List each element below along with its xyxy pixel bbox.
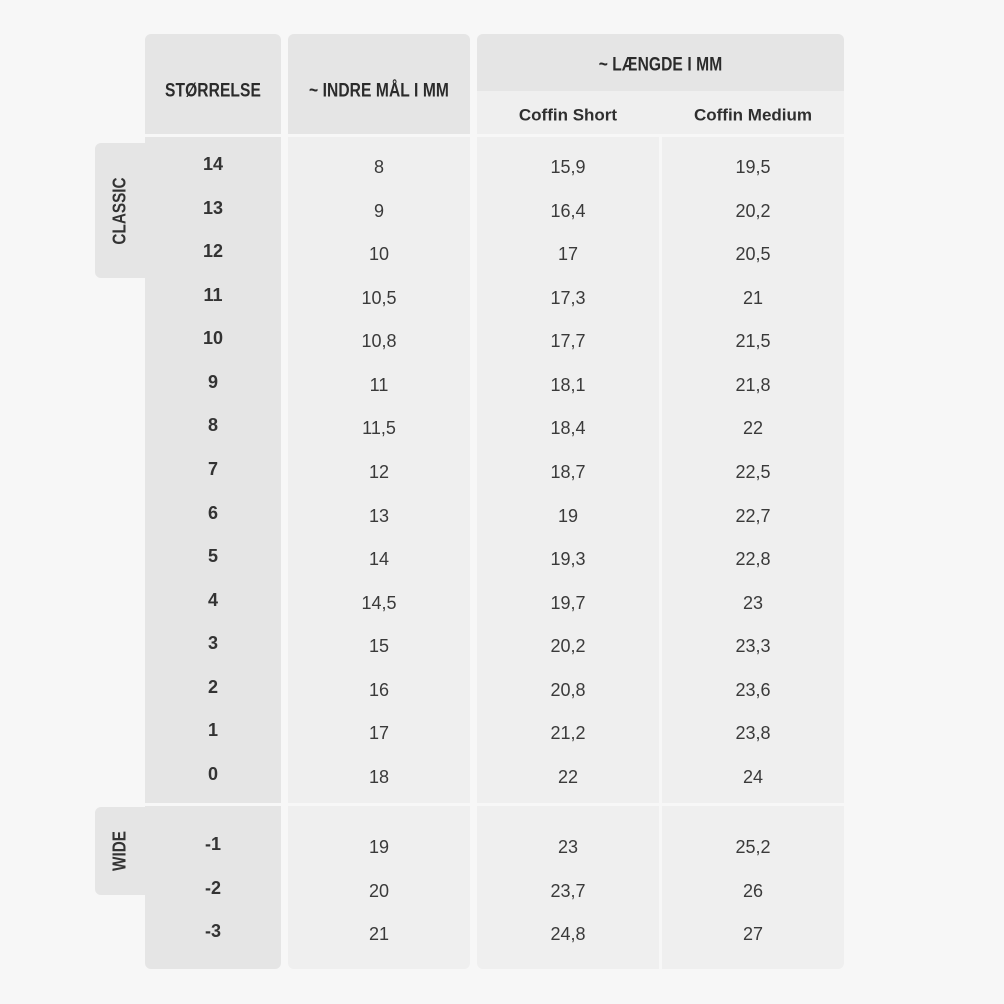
size-cell: 7 <box>207 458 218 479</box>
group-separator <box>145 803 845 806</box>
inner-measure-cell: 19 <box>368 837 390 857</box>
coffin-short-cell: 17,3 <box>550 287 586 308</box>
coffin-medium-cell: 26 <box>742 880 764 901</box>
header-coffin-medium: Coffin Medium <box>693 105 813 125</box>
coffin-medium-cell: 19,5 <box>735 157 771 177</box>
coffin-short-cell: 19,7 <box>550 592 586 613</box>
inner-measure-cell: 11 <box>369 374 389 395</box>
coffin-short-cell: 15,9 <box>550 157 586 177</box>
coffin-medium-cell: 22,5 <box>735 461 771 482</box>
coffin-short-cell: 20,8 <box>550 679 586 700</box>
coffin-short-cell: 18,4 <box>550 418 586 439</box>
inner-measure-cell: 18 <box>368 766 390 787</box>
inner-measure-cell: 15 <box>368 636 390 657</box>
group-tab-classic <box>95 143 145 278</box>
size-cell: 11 <box>203 284 223 305</box>
coffin-short-cell: 19 <box>557 505 579 526</box>
header-separator <box>145 134 845 137</box>
size-cell: 13 <box>202 197 224 218</box>
coffin-medium-cell: 25,2 <box>735 837 771 857</box>
size-cell: 9 <box>207 371 218 392</box>
inner-measure-cell: 16 <box>368 679 390 700</box>
coffin-medium-cell: 20,2 <box>735 200 771 221</box>
coffin-short-cell: 24,8 <box>550 924 586 944</box>
size-cell: -1 <box>204 834 221 854</box>
size-cell: 5 <box>207 546 218 567</box>
coffin-short-cell: 23 <box>557 837 579 857</box>
inner-measure-cell: 14,5 <box>361 592 397 613</box>
coffin-medium-cell: 21 <box>742 287 764 308</box>
coffin-medium-cell: 22 <box>742 418 764 439</box>
coffin-medium-cell: 27 <box>742 924 764 944</box>
coffin-short-cell: 16,4 <box>550 200 586 221</box>
size-cell: 4 <box>207 589 218 610</box>
inner-measure-cell: 11,5 <box>362 418 396 439</box>
coffin-medium-cell: 23,6 <box>735 679 771 700</box>
inner-measure-cell: 10 <box>368 244 390 265</box>
coffin-medium-cell: 23,8 <box>735 723 771 744</box>
coffin-short-cell: 20,2 <box>550 636 586 657</box>
inner-measure-cell: 13 <box>368 505 390 526</box>
coffin-short-cell: 22 <box>557 766 579 787</box>
size-cell: -2 <box>204 877 221 898</box>
coffin-medium-cell: 20,5 <box>735 244 771 265</box>
coffin-short-cell: 17 <box>557 244 579 265</box>
size-cell: 3 <box>207 633 218 654</box>
coffin-short-cell: 21,2 <box>550 723 586 744</box>
size-cell: 10 <box>202 328 224 349</box>
coffin-medium-cell: 21,5 <box>735 331 771 352</box>
group-label-wide: WIDE <box>109 831 130 871</box>
inner-measure-cell: 21 <box>368 924 390 944</box>
size-cell: 8 <box>207 415 218 436</box>
inner-measure-cell: 10,5 <box>361 287 397 308</box>
inner-measure-cell: 12 <box>368 461 390 482</box>
size-cell: 6 <box>207 502 218 523</box>
inner-measure-cell: 8 <box>373 157 384 177</box>
header-inner-measure: ~ INDRE MÅL I MM <box>309 80 449 102</box>
inner-measure-cell: 10,8 <box>361 331 397 352</box>
coffin-short-cell: 19,3 <box>550 549 586 570</box>
size-cell: 2 <box>207 676 218 697</box>
size-cell: 0 <box>207 763 218 784</box>
coffin-medium-cell: 22,7 <box>735 505 771 526</box>
coffin-short-cell: 23,7 <box>550 880 586 901</box>
inner-measure-cell: 14 <box>368 549 390 570</box>
coffin-medium-cell: 21,8 <box>735 374 771 395</box>
size-column <box>145 34 281 969</box>
group-label-classic: CLASSIC <box>109 176 130 245</box>
coffin-medium-cell: 23 <box>742 592 764 613</box>
size-cell: 12 <box>202 241 224 262</box>
header-coffin-short: Coffin Short <box>518 105 618 125</box>
inner-measure-cell: 17 <box>368 723 390 744</box>
coffin-short-cell: 18,1 <box>550 374 586 395</box>
inner-measure-cell: 20 <box>368 880 390 901</box>
coffin-medium-cell: 23,3 <box>735 636 771 657</box>
header-length: ~ LÆNGDE I MM <box>598 54 723 76</box>
size-cell: 14 <box>202 154 224 174</box>
size-cell: -3 <box>204 921 221 941</box>
header-size: STØRRELSE <box>165 80 261 102</box>
coffin-short-cell: 18,7 <box>550 461 586 482</box>
group-tab-wide <box>95 807 145 895</box>
size-cell: 1 <box>207 720 218 741</box>
coffin-medium-cell: 24 <box>742 766 764 787</box>
coffin-medium-cell: 22,8 <box>735 549 771 570</box>
inner-measure-cell: 9 <box>373 200 384 221</box>
coffin-short-cell: 17,7 <box>550 331 586 352</box>
